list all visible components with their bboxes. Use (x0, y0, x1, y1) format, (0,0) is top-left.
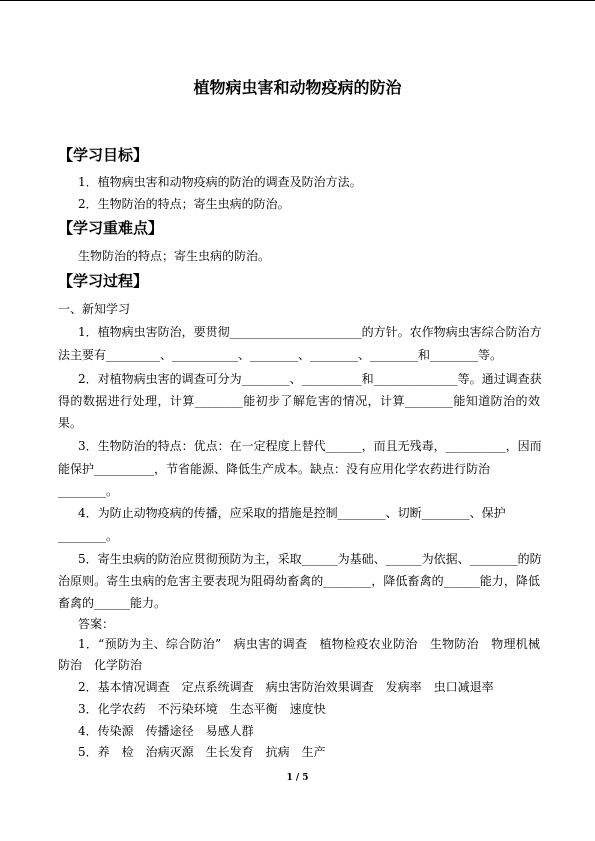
page-title: 植物病虫害和动物疫病的防治 (193, 78, 402, 97)
question-line: 畜禽的______能力。 (58, 596, 167, 610)
answer-line: 3．化学农药 不污染环境 生态平衡 速度快 (78, 702, 326, 716)
question-line: 治原则。寄生虫病的危害主要表现为阻碍幼畜禽的________，降低畜禽的______能力，降低 (58, 574, 540, 588)
question-line: 果。 (58, 416, 83, 430)
answer-line: 2．基本情况调查 定点系统调查 病虫害防治效果调查 发病率 虫口减退率 (78, 680, 494, 694)
page-number: 1 / 5 (286, 773, 309, 783)
section-heading-key-points: 【学习重难点】 (58, 219, 164, 237)
question-line: 5．寄生虫病的防治应贯彻预防为主，采取______为基础、______为依据、________的防 (78, 552, 542, 566)
question-line: 能保护__________，节省能源、降低生产成本。缺点：没有应用化学农药进行防治 (58, 462, 491, 476)
question-line: 法主要有_________、___________、________、________、________和________等。 (58, 348, 503, 362)
objective-item: 2．生物防治的特点；寄生虫病的防治。 (78, 197, 290, 211)
question-line: 3．生物防治的特点：优点：在一定程度上替代______，而且无残毒，__________，因而 (78, 439, 542, 453)
question-line: 1．植物病虫害防治，要贯彻______________________的方针。农作物病虫害综合防治方 (78, 325, 542, 339)
question-line: 2．对植物病虫害的调查可分为________、__________和______________等。通过调查获 (78, 372, 542, 386)
question-line: 得的数据进行处理，计算________能初步了解危害的情况，计算________能知道防治的效 (58, 394, 540, 408)
section-heading-process: 【学习过程】 (58, 272, 149, 290)
answer-line: 5．养 检 治病灭源 生长发育 抗病 生产 (78, 745, 326, 759)
key-points-text: 生物防治的特点；寄生虫病的防治。 (78, 249, 271, 263)
answer-line: 1．“预防为主、综合防治” 病虫害的调查 植物检疫农业防治 生物防治 物理机械 (78, 637, 540, 651)
subsection-title: 一、新知学习 (58, 302, 131, 316)
question-line: ________。 (58, 484, 119, 498)
answer-line: 4．传染源 传播途径 易感人群 (78, 724, 254, 738)
question-line: ________。 (58, 529, 119, 543)
question-line: 4．为防止动物疫病的传播，应采取的措施是控制________、切断________、保护 (78, 506, 506, 520)
answers-label: 答案： (78, 617, 115, 631)
answer-line: 防治 化学防治 (58, 658, 143, 672)
objective-item: 1．植物病虫害和动物疫病的防治的调查及防治方法。 (78, 175, 362, 189)
page-top-rule (0, 0, 595, 1)
section-heading-objectives: 【学习目标】 (58, 146, 149, 164)
